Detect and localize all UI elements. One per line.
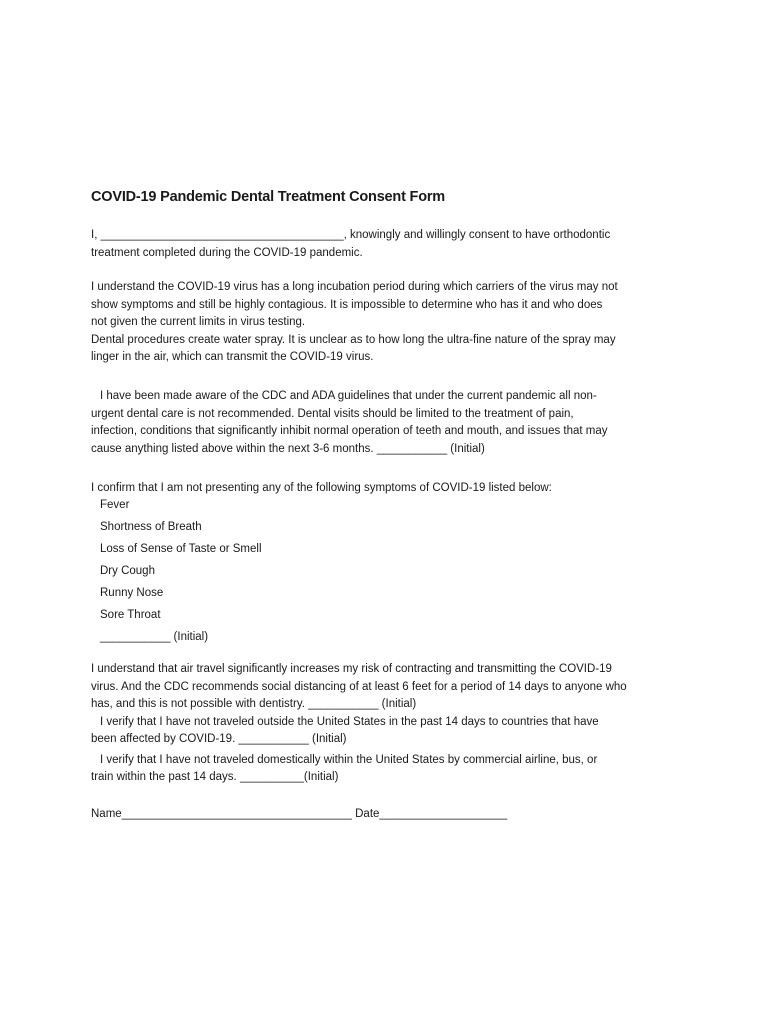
list-item: Dry Cough bbox=[100, 565, 155, 577]
paragraph-line: I verify that I have not traveled domestically within the United States by commercial airline, bus, or bbox=[100, 753, 598, 766]
guidelines-paragraph bbox=[91, 388, 691, 458]
paragraph-line: virus. And the CDC recommends social distancing of at least 6 feet for a period of 14 days to anyone who bbox=[91, 680, 627, 693]
paragraph-line: I have been made aware of the CDC and ADA guidelines that under the current pandemic all non- bbox=[100, 390, 597, 402]
paragraph-line: I verify that I have not traveled outside the United States in the past 14 days to countries that have bbox=[100, 715, 599, 728]
name-date-line: Name____________________________________ Date____________________ bbox=[91, 808, 508, 820]
paragraph-line: has, and this is not possible with dentistry. ___________ (Initial) bbox=[91, 698, 417, 710]
consent-paragraph bbox=[91, 227, 691, 262]
paragraph-line: show symptoms and still be highly contagious. It is impossible to determine who has it and who does bbox=[91, 298, 603, 311]
travel-paragraph bbox=[91, 661, 691, 787]
paragraph-line: been affected by COVID-19. ___________ (Initial) bbox=[91, 733, 347, 745]
list-item: Shortness of Breath bbox=[100, 521, 202, 533]
paragraph-line: cause anything listed above within the next 3-6 months. ___________ (Initial) bbox=[91, 442, 485, 455]
list-item: Fever bbox=[100, 499, 130, 511]
form-title: COVID-19 Pandemic Dental Treatment Consent Form bbox=[91, 189, 445, 205]
paragraph-line: I understand the COVID-19 virus has a long incubation period during which carriers of the virus may not bbox=[91, 281, 618, 293]
incubation-paragraph bbox=[91, 279, 691, 367]
symptoms-list bbox=[100, 497, 262, 651]
list-item: Loss of Sense of Taste or Smell bbox=[100, 543, 262, 555]
consent-line: I, ______________________________________, knowingly and willingly consent to have orthodontic bbox=[91, 229, 611, 241]
list-item: Sore Throat bbox=[100, 609, 161, 621]
list-item: Runny Nose bbox=[100, 587, 164, 599]
paragraph-line: not given the current limits in virus testing. bbox=[91, 316, 306, 328]
consent-line: treatment completed during the COVID-19 pandemic. bbox=[91, 246, 363, 259]
paragraph-line: train within the past 14 days. __________(Initial) bbox=[91, 771, 339, 783]
list-item: ___________ (Initial) bbox=[100, 631, 209, 643]
symptoms-intro bbox=[91, 480, 691, 498]
paragraph-line: I understand that air travel significantly increases my risk of contracting and transmitting the COVID-19 bbox=[91, 663, 612, 675]
signature-line bbox=[91, 806, 691, 824]
paragraph-line: I confirm that I am not presenting any of the following symptoms of COVID-19 listed below: bbox=[91, 482, 552, 494]
paragraph-line: infection, conditions that significantly inhibit normal operation of teeth and mouth, and issues that may bbox=[91, 425, 608, 437]
paragraph-line: Dental procedures create water spray. It is unclear as to how long the ultra-fine nature of the spray may bbox=[91, 333, 616, 346]
paragraph-line: linger in the air, which can transmit the COVID-19 virus. bbox=[91, 351, 374, 363]
paragraph-line: urgent dental care is not recommended. Dental visits should be limited to the treatment of pain, bbox=[91, 407, 574, 420]
